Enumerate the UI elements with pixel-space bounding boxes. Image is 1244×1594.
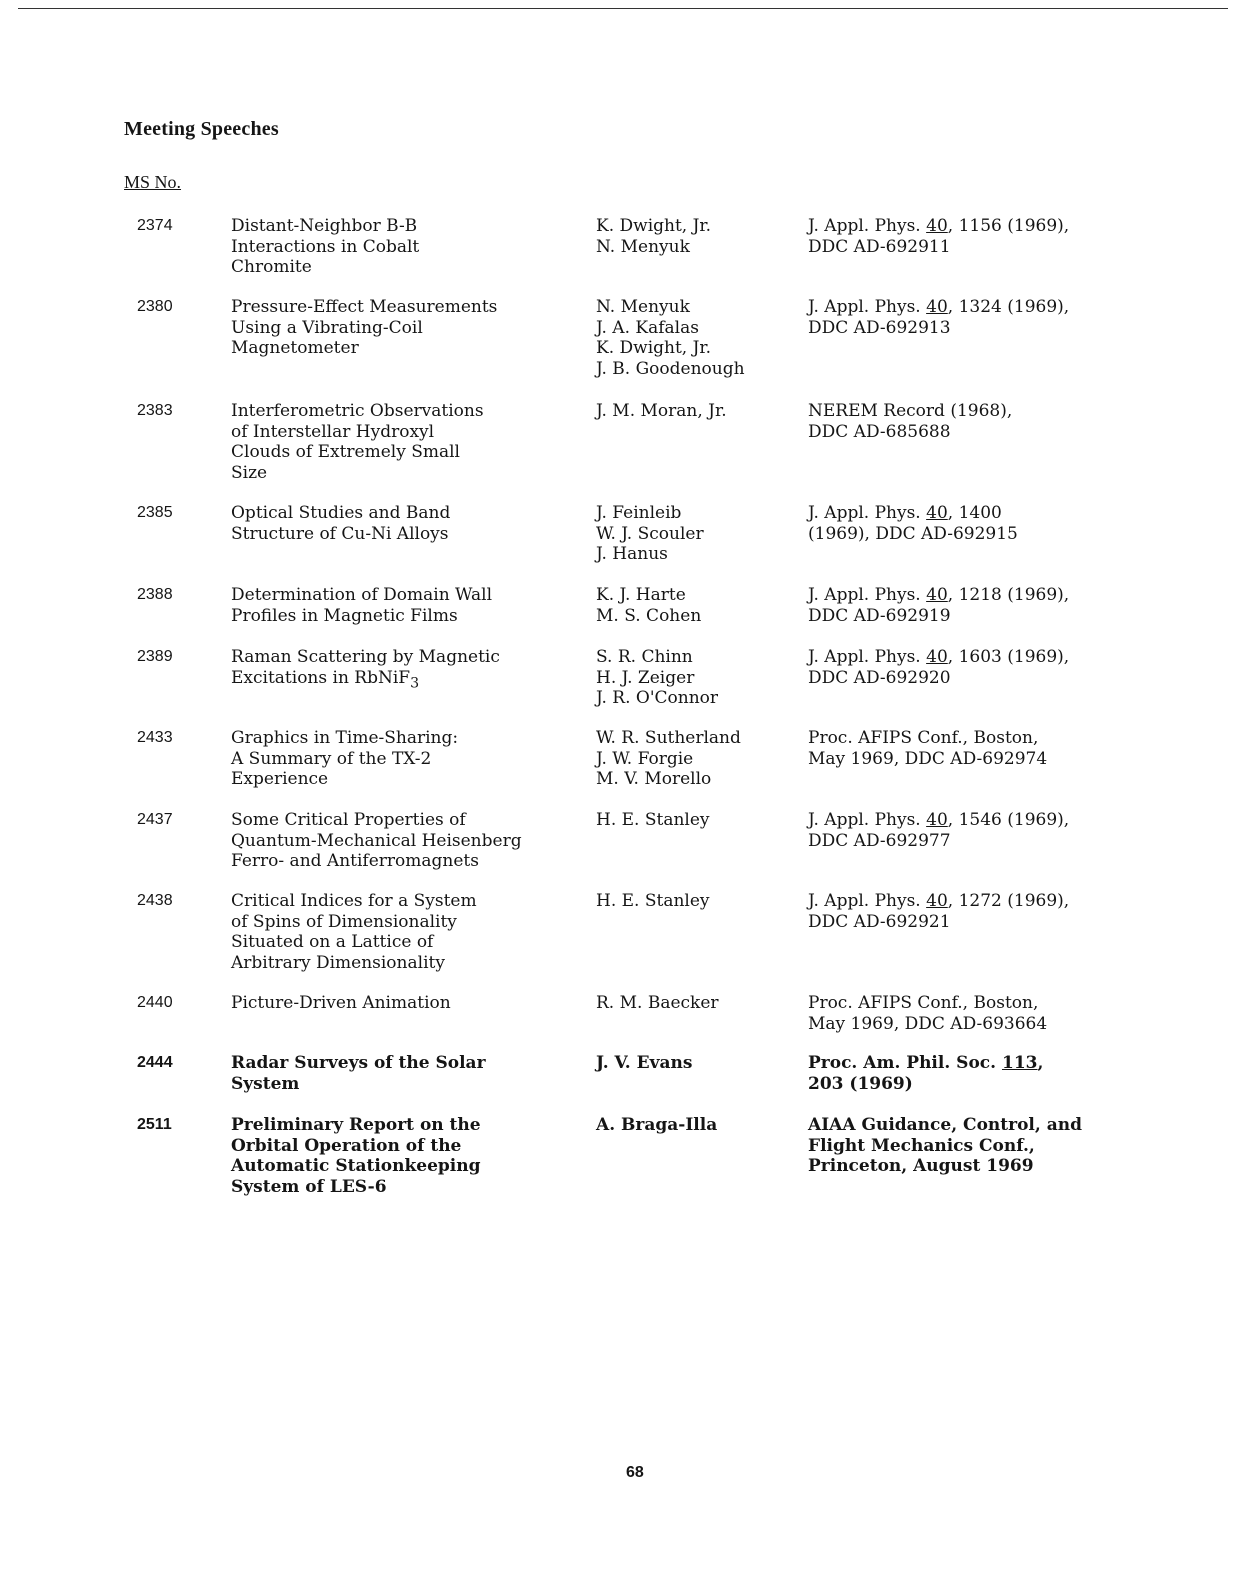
ms-number: 2511 <box>137 1116 172 1133</box>
publication-line: DDC AD-692921 <box>808 911 951 932</box>
publication <box>808 503 1218 544</box>
publication-line: J. Appl. Phys. 40, 1156 (1969), <box>808 216 1070 236</box>
publication <box>808 891 1218 932</box>
subscript: 3 <box>410 674 420 691</box>
publication-line: J. Appl. Phys. 40, 1218 (1969), <box>808 585 1070 605</box>
publication-line: J. Appl. Phys. 40, 1546 (1969), <box>808 810 1070 830</box>
ms-number: 2437 <box>137 811 173 828</box>
speech-authors: J. Feinleib W. J. Scouler J. Hanus <box>596 503 704 564</box>
section-heading: Meeting Speeches <box>124 118 279 140</box>
publication-line: DDC AD-692977 <box>808 830 951 851</box>
ms-number: 2380 <box>137 298 173 315</box>
publication <box>808 401 1218 442</box>
publication-line: DDC AD-692920 <box>808 667 951 688</box>
publication <box>808 647 1218 688</box>
speech-title: Optical Studies and Band Structure of Cu-Ni Alloys <box>231 503 451 544</box>
ms-number: 2438 <box>137 892 173 909</box>
publication <box>808 810 1218 851</box>
speech-title: Some Critical Properties of Quantum-Mechanical Heisenberg Ferro- and Antiferromagnets <box>231 810 522 871</box>
speech-authors: S. R. Chinn H. J. Zeiger J. R. O'Connor <box>596 647 719 708</box>
speech-title: Radar Surveys of the Solar System <box>231 1053 486 1094</box>
publication-line: 203 (1969) <box>808 1073 913 1094</box>
speech-authors: A. Braga-Illa <box>596 1115 718 1135</box>
speech-title: Pressure-Effect Measurements Using a Vibrating-Coil Magnetometer <box>231 297 498 358</box>
speech-title: Preliminary Report on the Orbital Operation of the Automatic Stationkeeping System of LES-6 <box>231 1115 481 1197</box>
publication-line: Princeton, August 1969 <box>808 1156 1034 1176</box>
publication-line: Flight Mechanics Conf., <box>808 1135 1035 1156</box>
ms-number: 2389 <box>137 648 173 665</box>
publication <box>808 585 1218 626</box>
ms-number: 2388 <box>137 586 173 603</box>
publication <box>808 216 1218 257</box>
ms-number: 2374 <box>137 217 173 234</box>
speech-authors: K. J. Harte M. S. Cohen <box>596 585 702 626</box>
speech-authors: H. E. Stanley <box>596 810 710 830</box>
speech-authors: H. E. Stanley <box>596 891 710 911</box>
publication-line: AIAA Guidance, Control, and <box>808 1115 1082 1135</box>
speech-authors: J. V. Evans <box>596 1053 693 1073</box>
publication-line: J. Appl. Phys. 40, 1603 (1969), <box>808 647 1070 667</box>
speech-title: Picture-Driven Animation <box>231 993 451 1013</box>
speech-title: Critical Indices for a System of Spins of Dimensionality Situated on a Lattice of Arbitrary Dimensionality <box>231 891 477 973</box>
publication-line: J. Appl. Phys. 40, 1324 (1969), <box>808 297 1070 317</box>
publication <box>808 728 1218 769</box>
speech-authors: J. M. Moran, Jr. <box>596 401 727 421</box>
ms-number: 2385 <box>137 504 173 521</box>
speech-authors: K. Dwight, Jr. N. Menyuk <box>596 216 712 257</box>
publication <box>808 993 1218 1034</box>
speech-title: Interferometric Observations of Interstellar Hydroxyl Clouds of Extremely Small Size <box>231 401 484 483</box>
publication <box>808 297 1218 338</box>
publication-line: May 1969, DDC AD-693664 <box>808 1013 1048 1034</box>
speech-authors: R. M. Baecker <box>596 993 719 1013</box>
publication-line: (1969), DDC AD-692915 <box>808 523 1018 544</box>
ms-number: 2433 <box>137 729 173 746</box>
publication-line: DDC AD-692913 <box>808 317 951 338</box>
publication-line: J. Appl. Phys. 40, 1272 (1969), <box>808 891 1070 911</box>
ms-number-column-label: MS No. <box>124 172 182 192</box>
speech-authors: W. R. Sutherland J. W. Forgie M. V. Morello <box>596 728 741 789</box>
ms-number: 2383 <box>137 402 173 419</box>
publication <box>808 1115 1218 1177</box>
publication-line: DDC AD-685688 <box>808 421 951 442</box>
speech-authors: N. Menyuk J. A. Kafalas K. Dwight, Jr. J. B. Goodenough <box>596 297 745 379</box>
publication-line: Proc. Am. Phil. Soc. 113, <box>808 1053 1044 1073</box>
speech-title: Raman Scattering by Magnetic Excitations in RbNiF$_3$ <box>231 647 500 691</box>
ms-number: 2444 <box>137 1054 173 1071</box>
publication-line: Proc. AFIPS Conf., Boston, <box>808 993 1039 1013</box>
ms-number: 2440 <box>137 994 173 1011</box>
publication-line: Proc. AFIPS Conf., Boston, <box>808 728 1039 748</box>
speech-title: Determination of Domain Wall Profiles in Magnetic Films <box>231 585 493 626</box>
publication-line: J. Appl. Phys. 40, 1400 <box>808 503 1002 523</box>
publication-line: DDC AD-692911 <box>808 236 951 257</box>
speech-title: Distant-Neighbor B-B Interactions in Cobalt Chromite <box>231 216 420 277</box>
speech-title: Graphics in Time-Sharing: A Summary of the TX-2 Experience <box>231 728 459 789</box>
publication-line: May 1969, DDC AD-692974 <box>808 748 1048 769</box>
page-number: 68 <box>626 1464 644 1481</box>
publication <box>808 1053 1218 1094</box>
publication-line: NEREM Record (1968), <box>808 401 1013 421</box>
publication-line: DDC AD-692919 <box>808 605 951 626</box>
